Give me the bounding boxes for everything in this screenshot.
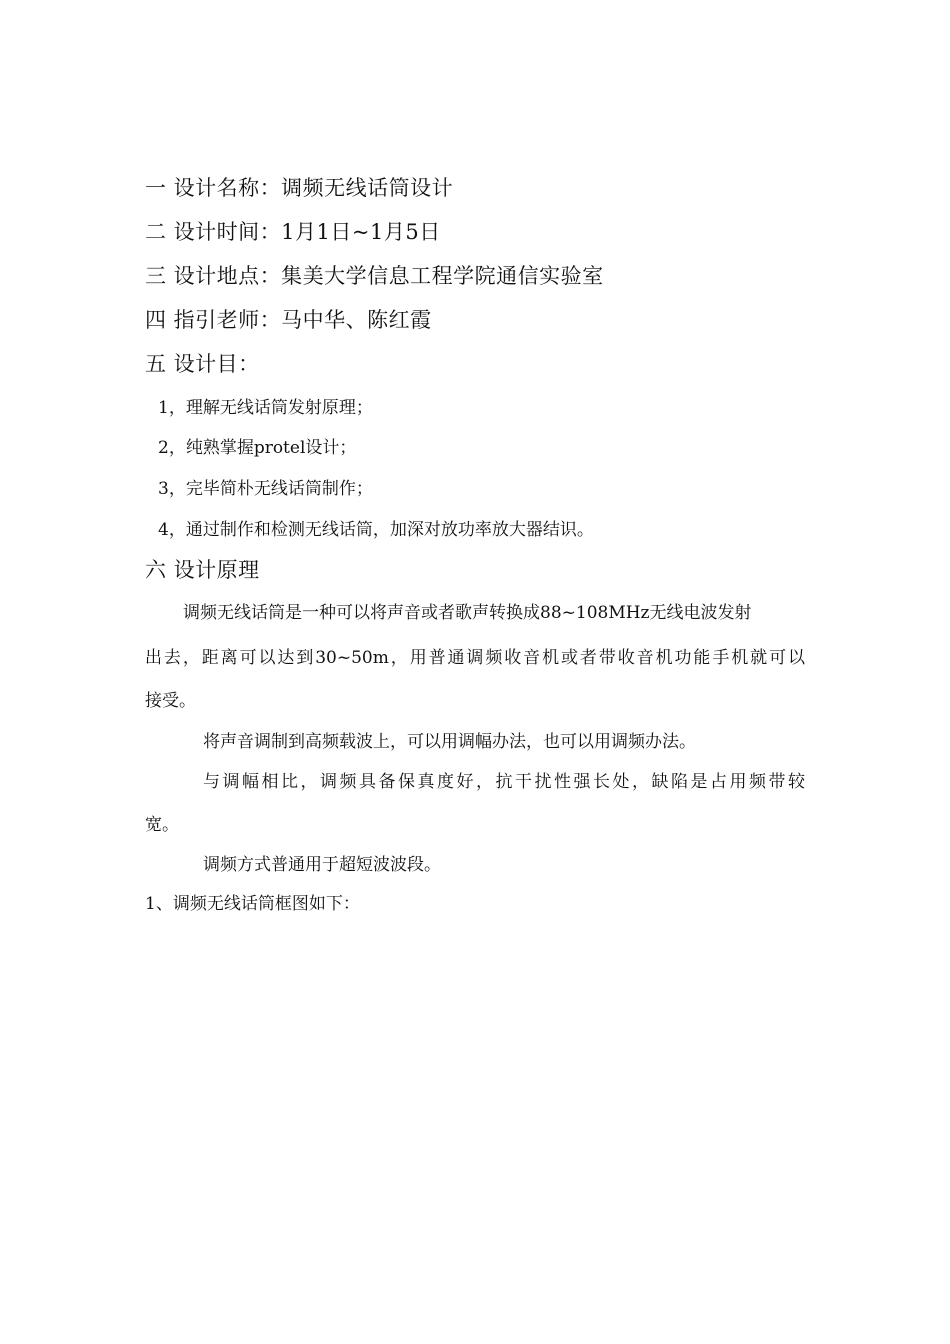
design-place-heading: 三 设计地点：集美大学信息工程学院通信实验室 [145, 264, 604, 288]
design-principle-heading: 六 设计原理 [145, 558, 260, 582]
design-name-heading: 一 设计名称：调频无线话筒设计 [145, 176, 454, 200]
goal-item-1: 1，理解无线话筒发射原理； [158, 398, 373, 418]
goal-item-2: 2，纯熟掌握protel设计； [158, 438, 357, 458]
design-time-heading: 二 设计时间：1月1日~1月5日 [145, 220, 441, 244]
principle-para1-line3: 接受。 [145, 691, 196, 711]
design-teacher-heading: 四 指引老师：马中华、陈红霞 [145, 308, 432, 332]
principle-para3-line2: 宽。 [145, 815, 179, 835]
principle-para2: 将声音调制到高频载波上，可以用调幅办法，也可以用调频办法。 [203, 732, 696, 752]
principle-para1-line1: 调频无线话筒是一种可以将声音或者歌声转换成88~108MHz无线电波发射 [183, 603, 752, 623]
diagram-caption: 1、调频无线话筒框图如下： [145, 894, 360, 914]
design-goal-heading: 五 设计目： [145, 352, 260, 376]
principle-para3-line1: 与调幅相比，调频具备保真度好，抗干扰性强长处，缺陷是占用频带较 [203, 772, 805, 792]
goal-item-3: 3，完毕简朴无线话筒制作； [158, 479, 373, 499]
goal-item-4: 4，通过制作和检测无线话筒，加深对放功率放大器结识。 [158, 520, 594, 540]
principle-para1-line2: 出去，距离可以达到30~50m，用普通调频收音机或者带收音机功能手机就可以 [145, 648, 805, 668]
principle-para4: 调频方式普通用于超短波波段。 [203, 855, 441, 875]
